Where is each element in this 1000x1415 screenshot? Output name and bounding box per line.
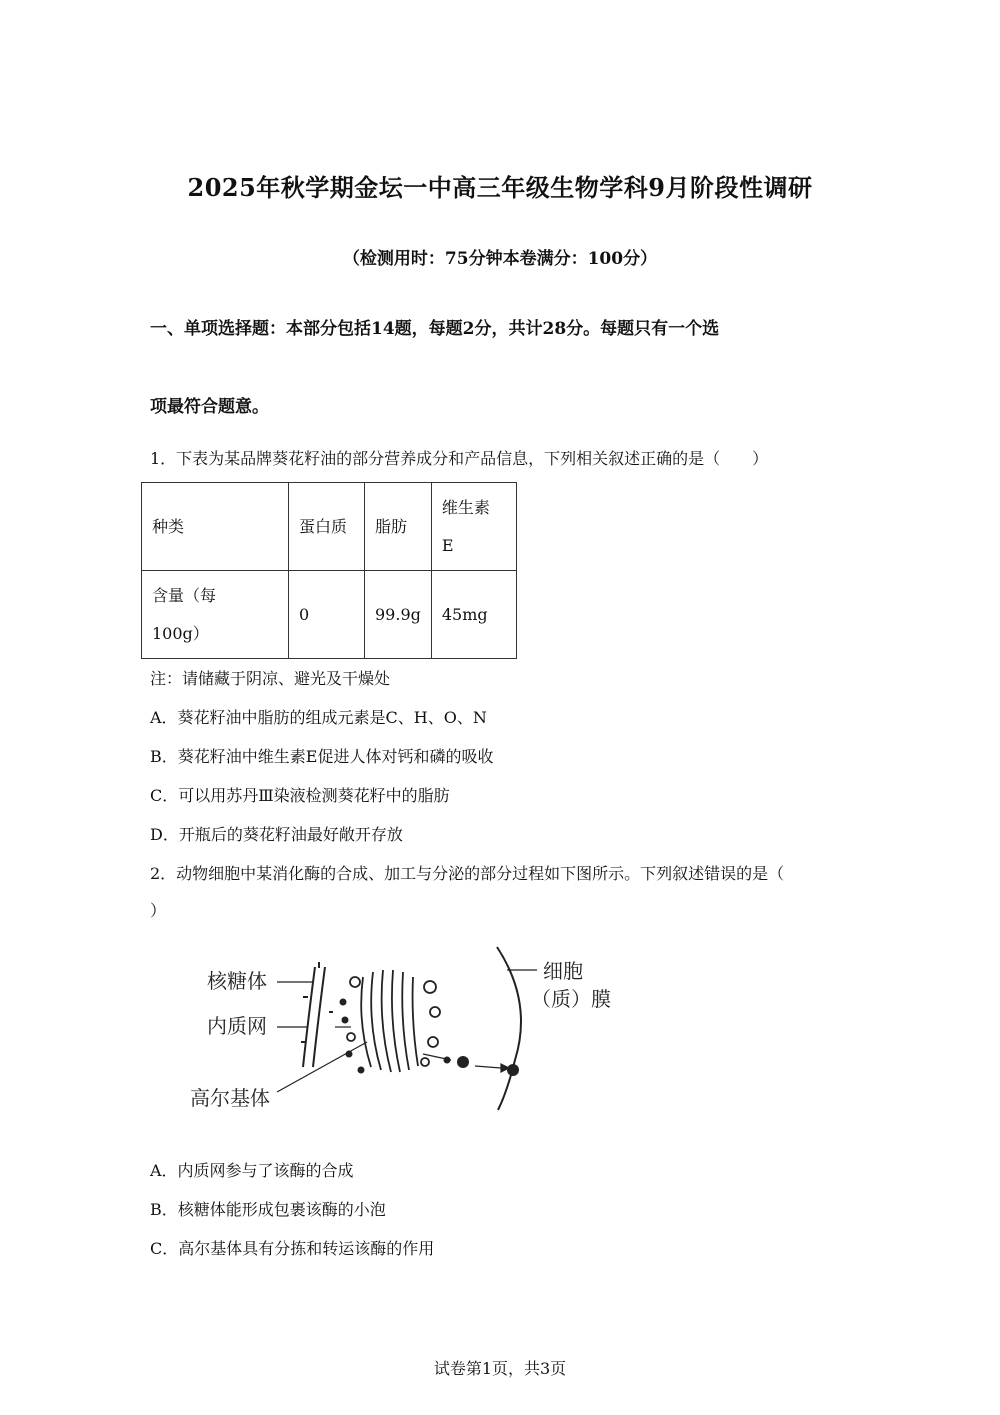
exam-subtitle: （检测用时：75分钟本卷满分：100分） <box>342 249 658 269</box>
table-row-label <box>142 571 289 659</box>
golgi-apparatus-icon <box>347 970 440 1072</box>
question-2-stem-continued: ） <box>150 901 167 920</box>
section-heading-line2: 项最符合题意。 <box>150 397 269 417</box>
question-1-note: 注：请储藏于阴凉、避光及干燥处 <box>150 669 391 688</box>
membrane-label-line1: 细胞 <box>543 959 583 983</box>
question-1-stem: 1．下表为某品牌葵花籽油的部分营养成分和产品信息，下列相关叙述正确的是（ ） <box>150 449 769 468</box>
question-1-option-a: A．葵花籽油中脂肪的组成元素是C、H、O、N <box>150 708 487 727</box>
row-label-line: 100g） <box>152 623 209 643</box>
question-2-option-b: B．核糖体能形成包裹该酶的小泡 <box>150 1200 386 1219</box>
table-cell: 0 <box>289 571 365 659</box>
page-footer: 试卷第1页，共3页 <box>433 1359 567 1378</box>
table-row <box>142 571 517 659</box>
golgi-pointer <box>277 1042 367 1092</box>
table-header-cell: 脂肪 <box>365 483 432 571</box>
secretion-pathway-diagram <box>185 942 615 1117</box>
table-cell: 99.9g <box>365 571 432 659</box>
table-header-line: 维生素 <box>441 497 490 517</box>
section-heading-line1: 一、单项选择题：本部分包括14题，每题2分，共计28分。每题只有一个选 <box>150 319 720 339</box>
cell-membrane-icon <box>497 947 521 1110</box>
row-label-line: 含量（每 <box>152 585 217 605</box>
question-1-option-d: D．开瓶后的葵花籽油最好敞开存放 <box>150 825 403 844</box>
table-header-cell: 种类 <box>142 483 289 571</box>
endoplasmic-reticulum-icon <box>301 962 333 1067</box>
nutrition-table <box>141 482 517 659</box>
question-2-option-c: C．高尔基体具有分拣和转运该酶的作用 <box>150 1239 435 1258</box>
table-header-cell <box>431 483 516 571</box>
table-header-line: E <box>441 535 454 555</box>
exam-title: 2025年秋学期金坛一中高三年级生物学科9月阶段性调研 <box>187 173 813 202</box>
er-label: 内质网 <box>207 1014 267 1038</box>
table-header-cell: 蛋白质 <box>289 483 365 571</box>
question-1-option-c: C．可以用苏丹Ⅲ染液检测葵花籽中的脂肪 <box>150 786 450 805</box>
transport-arrow <box>475 1066 501 1068</box>
table-row <box>142 483 517 571</box>
golgi-label: 高尔基体 <box>190 1086 270 1110</box>
ribosome-label: 核糖体 <box>207 969 267 993</box>
question-2-option-a: A．内质网参与了该酶的合成 <box>150 1161 354 1180</box>
question-2-stem: 2．动物细胞中某消化酶的合成、加工与分泌的部分过程如下图所示。下列叙述错误的是（ <box>150 864 785 883</box>
membrane-label-line2: （质）膜 <box>531 987 611 1011</box>
table-cell: 45mg <box>431 571 516 659</box>
question-1-option-b: B．葵花籽油中维生素E促进人体对钙和磷的吸收 <box>150 747 494 766</box>
